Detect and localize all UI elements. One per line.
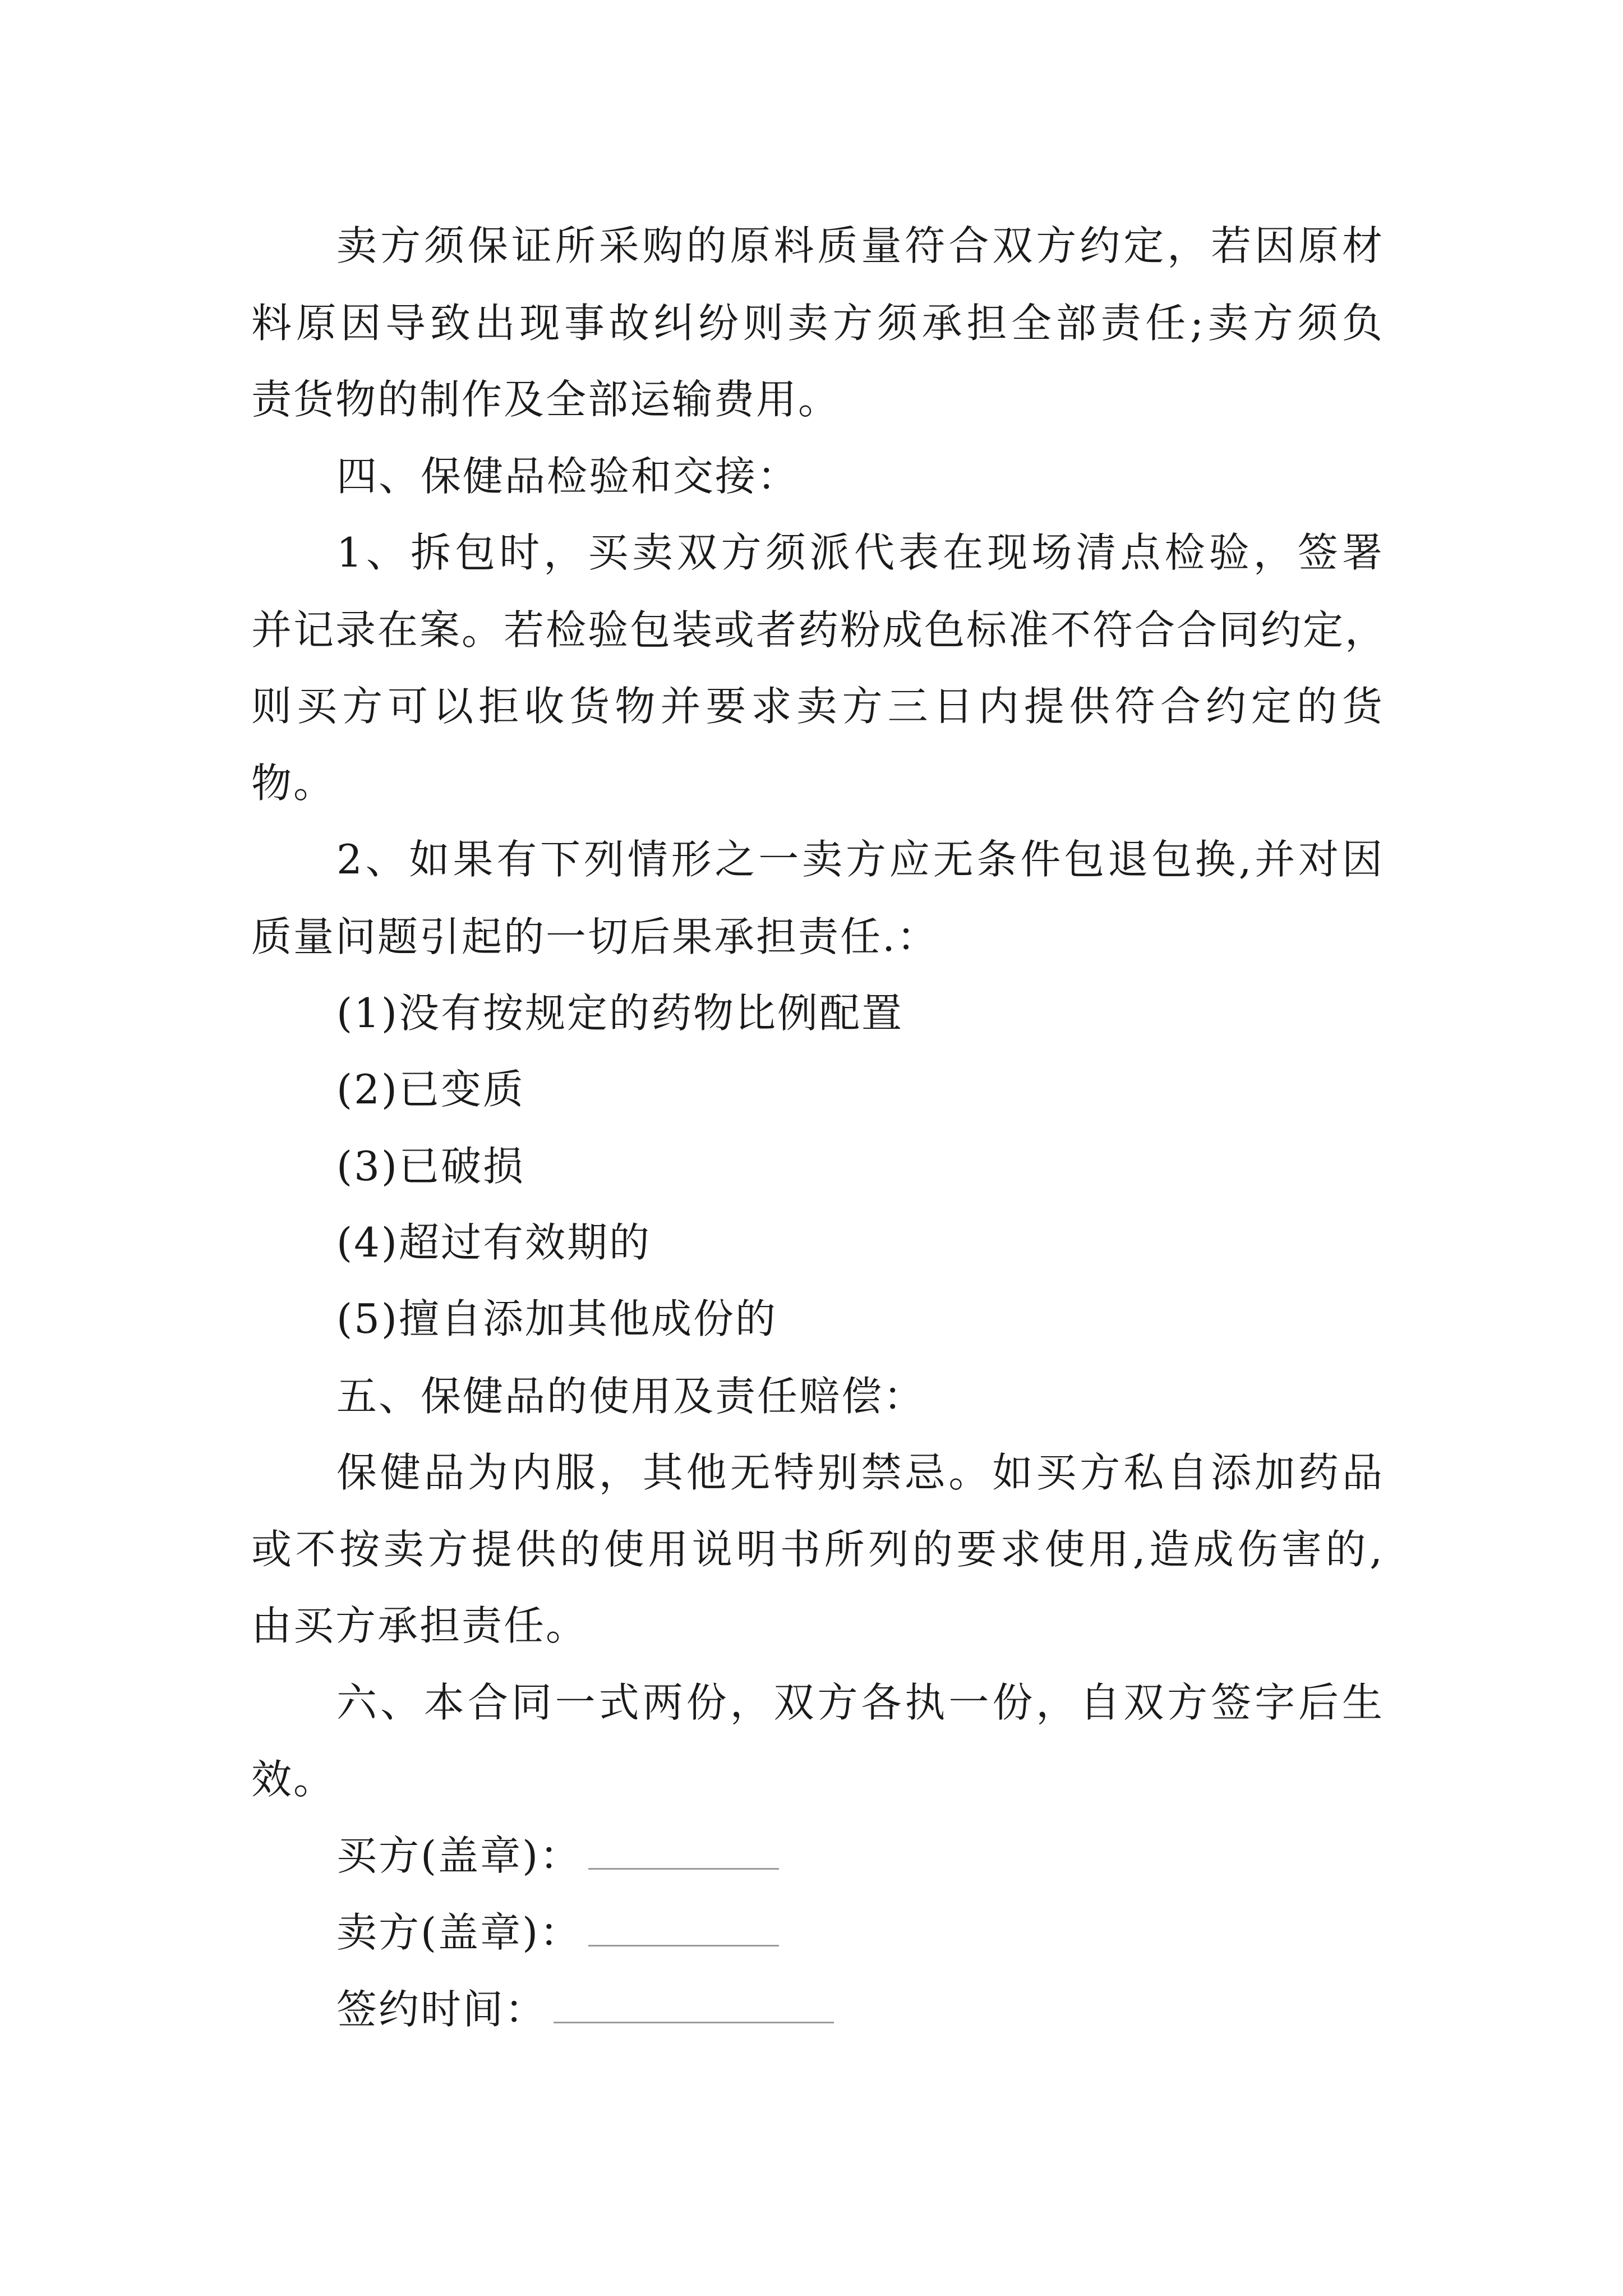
paragraph-return-conditions-line-1: 2、如果有下列情形之一卖方应无条件包退包换,并对因 xyxy=(336,836,1384,883)
paragraph-usage-line-1: 保健品为内服，其他无特别禁忌。如买方私自添加药品 xyxy=(336,1449,1384,1496)
seller-signature-blank[interactable] xyxy=(588,1910,779,1947)
paragraph-inspection-line-3: 则买方可以拒收货物并要求卖方三日内提供符合约定的货 xyxy=(251,683,1384,730)
condition-list-item: (5)擅自添加其他成份的 xyxy=(336,1295,777,1342)
signing-date-row xyxy=(336,1982,834,2036)
paragraph-seller-quality-line-3: 责货物的制作及全部运输费用。 xyxy=(251,376,841,423)
seller-stamp-label: 卖方(盖章)： xyxy=(336,1909,582,1956)
section-four-heading: 四、保健品检验和交接： xyxy=(336,453,800,500)
document-page xyxy=(251,0,1387,2296)
seller-signature-row xyxy=(336,1906,779,1959)
condition-list-item: (4)超过有效期的 xyxy=(336,1219,651,1266)
buyer-stamp-label: 买方(盖章)： xyxy=(336,1832,582,1879)
paragraph-seller-quality-line-2: 料原因导致出现事故纠纷则卖方须承担全部责任;卖方须负 xyxy=(251,300,1384,347)
paragraph-seller-quality-line-1: 卖方须保证所采购的原料质量符合双方约定，若因原材 xyxy=(336,222,1384,269)
condition-list-item: (2)已变质 xyxy=(336,1066,525,1113)
buyer-signature-row xyxy=(336,1829,779,1883)
paragraph-usage-line-2: 或不按卖方提供的使用说明书所列的要求使用,造成伤害的, xyxy=(251,1526,1384,1573)
paragraph-inspection-line-2: 并记录在案。若检验包装或者药粉成色标准不符合合同约定， xyxy=(251,606,1387,654)
paragraph-copies-line-2: 效。 xyxy=(251,1756,336,1803)
buyer-signature-blank[interactable] xyxy=(588,1833,779,1870)
condition-list-item: (3)已破损 xyxy=(336,1143,525,1190)
paragraph-inspection-line-1: 1、拆包时，买卖双方须派代表在现场清点检验，签署 xyxy=(336,529,1384,576)
signing-date-label: 签约时间： xyxy=(336,1986,547,2033)
section-five-heading: 五、保健品的使用及责任赔偿： xyxy=(336,1373,926,1420)
paragraph-usage-line-3: 由买方承担责任。 xyxy=(251,1602,588,1649)
paragraph-inspection-line-4: 物。 xyxy=(251,760,336,807)
paragraph-return-conditions-line-2: 质量问题引起的一切后果承担责任.： xyxy=(251,913,939,960)
condition-list-item: (1)没有按规定的药物比例配置 xyxy=(336,990,903,1037)
signing-date-blank[interactable] xyxy=(554,1987,834,2023)
paragraph-copies-line-1: 六、本合同一式两份，双方各执一份，自双方签字后生 xyxy=(336,1679,1384,1726)
